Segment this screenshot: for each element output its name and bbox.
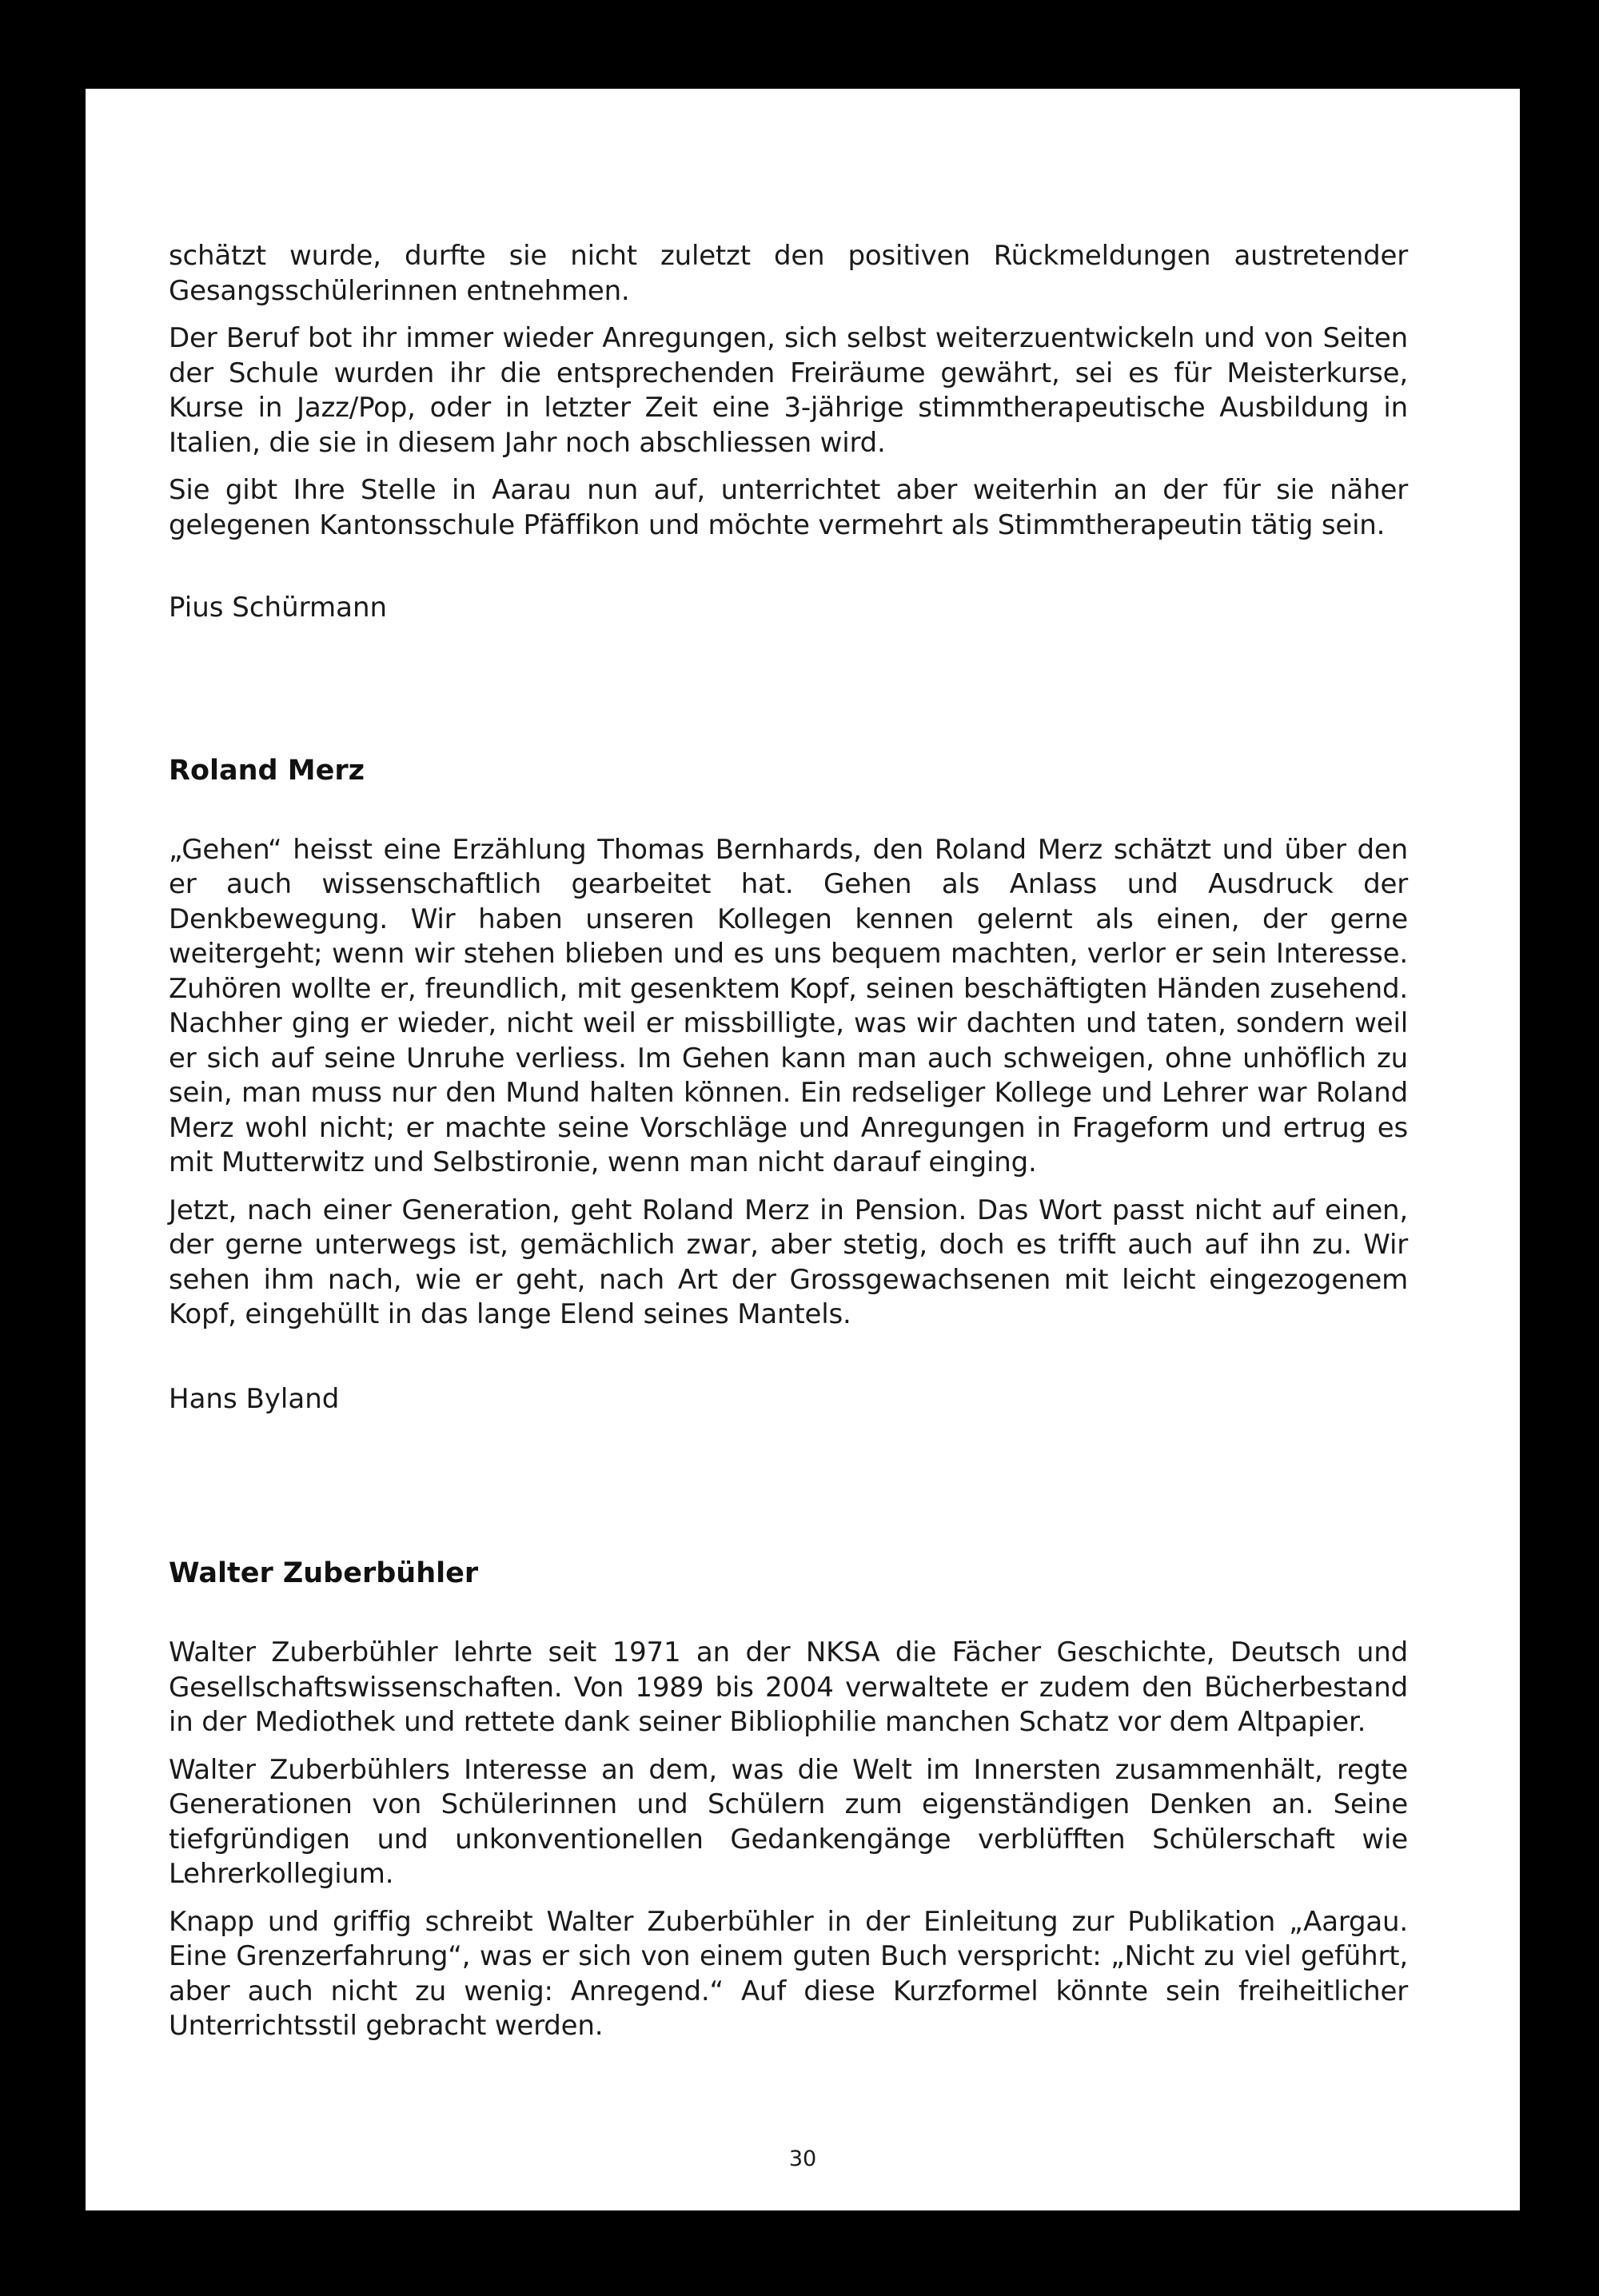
page-number: 30: [788, 2147, 817, 2171]
paragraph: Walter Zuberbühlers Interesse an dem, was die Welt im Innersten zusammenhält, regte Generationen von Schülerinnen und Schülern zum eigenständigen Denken an. Seine tiefgründigen und unkonventionellen Gedankengänge verblüfften Schülerschaft wie Lehrerkollegium.: [169, 1753, 1408, 1890]
paragraph: Walter Zuberbühler lehrte seit 1971 an der NKSA die Fächer Geschichte, Deutsch und Gesellschaftswissenschaften. Von 1989 bis 2004 verwaltete er zudem den Bücherbestand in der Mediothek und rettete dank seiner Bibliophilie manchen Schatz vor dem Altpapier.: [169, 1636, 1408, 1738]
paragraph: „Gehen“ heisst eine Erzählung Thomas Bernhards, den Roland Merz schätzt und über den er auch wissenschaftlich gearbeitet hat. Gehen als Anlass und Ausdruck der Denkbewegung. Wir haben unseren Kollegen kennen gelernt als einen, der gerne weitergeht; wenn wir stehen blieben und es uns bequem machten, verlor er sein Interesse. Zuhören wollte er, freundlich, mit gesenktem Kopf, seinen beschäftigten Händen zusehend. Nachher ging er wieder, nicht weil er missbilligte, was wir dachten und taten, sondern weil er sich auf seine Unruhe verliess. Im Gehen kann man auch schweigen, ohne unhöflich zu sein, man muss nur den Mund halten können. Ein redseliger Kollege und Lehrer war Roland Merz wohl nicht; er machte seine Vorschläge und Anregungen in Frageform und ertrug es mit Mutterwitz und Selbstironie, wenn man nicht darauf einging.: [169, 833, 1408, 1178]
section-heading: Walter Zuberbühler: [169, 1557, 479, 1589]
section-intro: [169, 239, 1408, 626]
section-walter-zuberbuehler: [169, 1556, 1408, 2044]
document-page: [86, 89, 1520, 2210]
page-content: [169, 239, 1408, 2044]
author-signature: Hans Byland: [169, 1382, 340, 1415]
author-signature: Pius Schürmann: [169, 592, 388, 624]
paragraph: Sie gibt Ihre Stelle in Aarau nun auf, unterrichtet aber weiterhin an der für sie näher gelegenen Kantonsschule Pfäffikon und möchte vermehrt als Stimmtherapeutin tätig sein.: [169, 474, 1408, 541]
section-heading: Roland Merz: [169, 754, 365, 787]
section-roland-merz: [169, 753, 1408, 1417]
paragraph: Jetzt, nach einer Generation, geht Roland Merz in Pension. Das Wort passt nicht auf einen, der gerne unterwegs ist, gemächlich zwar, aber stetig, doch es trifft auch auf ihn zu. Wir sehen ihm nach, wie er geht, nach Art der Grossgewachsenen mit leicht eingezogenem Kopf, eingehüllt in das lange Elend seines Mantels.: [169, 1194, 1408, 1330]
paragraph: schätzt wurde, durfte sie nicht zuletzt den positiven Rückmeldungen austretender Gesangsschülerinnen entnehmen.: [169, 240, 1408, 307]
paragraph: Der Beruf bot ihr immer wieder Anregungen, sich selbst weiterzuentwickeln und von Seiten der Schule wurden ihr die entsprechenden Freiräume gewährt, sei es für Meisterkurse, Kurse in Jazz/Pop, oder in letzter Zeit eine 3-jährige stimmtherapeutische Ausbildung in Italien, die sie in diesem Jahr noch abschliessen wird.: [169, 322, 1408, 459]
paragraph: Knapp und griffig schreibt Walter Zuberbühler in der Einleitung zur Publikation „Aargau. Eine Grenzerfahrung“, was er sich von einem guten Buch verspricht: „Nicht zu viel geführt, aber auch nicht zu wenig: Anregend.“ Auf diese Kurzformel könnte sein freiheitlicher Unterrichtsstil gebracht werden.: [169, 1905, 1408, 2042]
